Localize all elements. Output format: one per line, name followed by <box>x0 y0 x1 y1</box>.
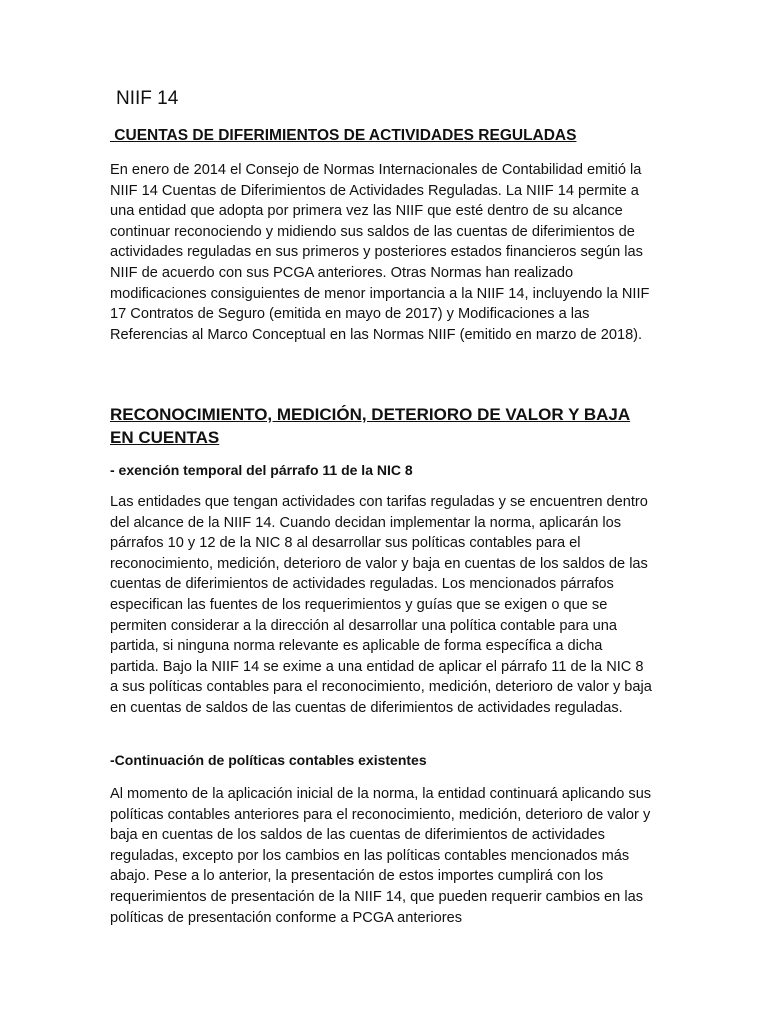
section2-heading: RECONOCIMIENTO, MEDICIÓN, DETERIORO DE VALOR Y BAJA EN CUENTAS <box>110 405 631 447</box>
subsection2-heading: -Continuación de políticas contables existentes <box>110 752 427 768</box>
document-title: NIIF 14 <box>116 88 179 109</box>
section1-paragraph: En enero de 2014 el Consejo de Normas Internacionales de Contabilidad emitió la NIIF 14 Cuentas de Diferimientos de Actividades Reguladas. La NIIF 14 permite a una entidad que adopta por primera vez las NIIF que esté dentro de su alcance continuar reconociendo y midiendo sus saldos de las cuentas de diferimientos de actividades reguladas en sus primeros y posteriores estados financieros según las NIIF de acuerdo con sus PCGA anteriores. Otras Normas han realizado modificaciones consiguientes de menor importancia a la NIIF 14, incluyendo la NIIF 17 Contratos de Seguro (emitida en mayo de 2017) y Modificaciones a las Referencias al Marco Conceptual en las Normas NIIF (emitido en marzo de 2018). <box>110 162 650 343</box>
subsection1-heading: - exención temporal del párrafo 11 de la NIC 8 <box>110 462 413 478</box>
subsection2-paragraph: Al momento de la aplicación inicial de la norma, la entidad continuará aplicando sus políticas contables anteriores para el reconocimiento, medición, deterioro de valor y baja en cuentas de los saldos de las cuentas de diferimientos de actividades reguladas, excepto por los cambios en las políticas contables mencionados más abajo. Pese a lo anterior, la presentación de estos importes cumplirá con los requerimientos de presentación de la NIIF 14, que pueden requerir cambios en las políticas de presentación conforme a PCGA anteriores <box>110 786 652 926</box>
section1-heading: CUENTAS DE DIFERIMIENTOS DE ACTIVIDADES REGULADAS <box>110 127 577 144</box>
subsection1-paragraph: Las entidades que tengan actividades con tarifas reguladas y se encuentren dentro del alcance de la NIIF 14. Cuando decidan implementar la norma, aplicarán los párrafos 10 y 12 de la NIC 8 al desarrollar sus políticas contables para el reconocimiento, medición, deterioro de valor y baja en cuentas de los saldos de las cuentas de diferimientos de actividades reguladas. Los mencionados párrafos especifican las fuentes de los requerimientos y guías que se exigen o que se permiten considerar a la dirección al desarrollar una política contable para una partida, si ninguna norma relevante es aplicable de forma específica a dicha partida. Bajo la NIIF 14 se exime a una entidad de aplicar el párrafo 11 de la NIC 8 a sus políticas contables para el reconocimiento, medición, deterioro de valor y baja en cuentas de saldos de las cuentas de diferimientos de actividades reguladas. <box>110 494 652 716</box>
